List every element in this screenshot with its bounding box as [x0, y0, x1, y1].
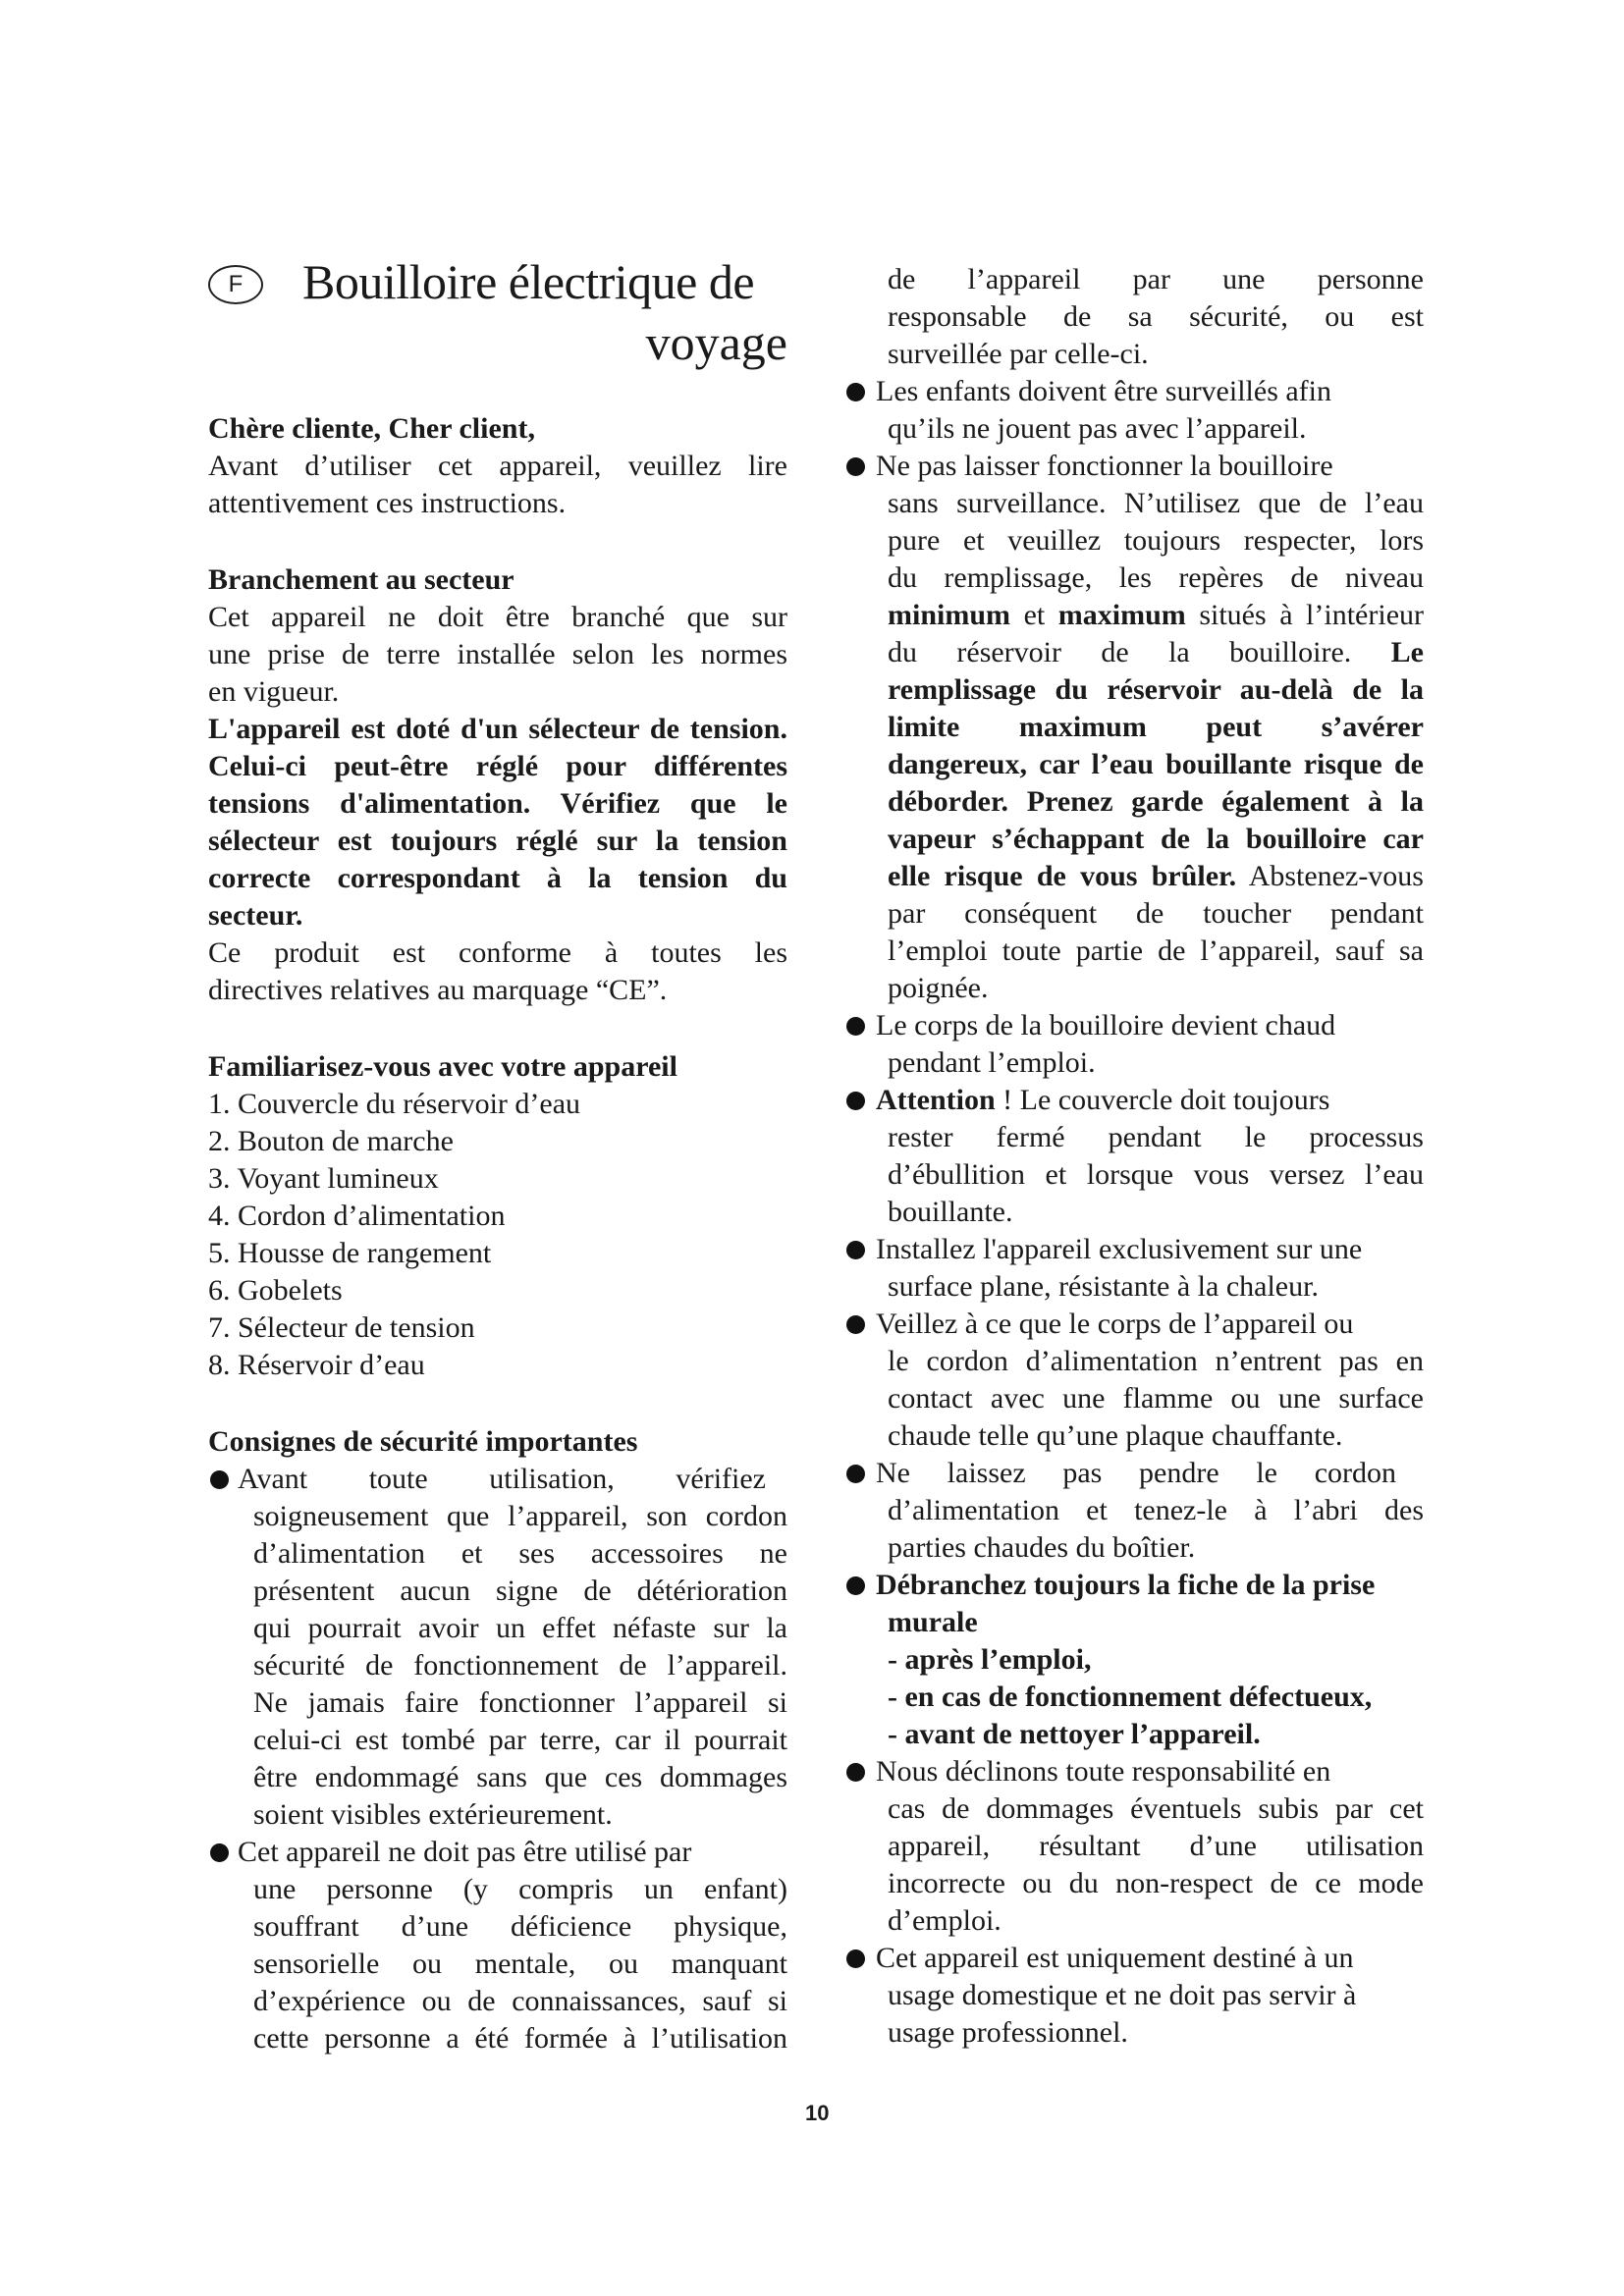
- bold-line: sélecteur est toujours réglé sur la tension: [208, 825, 787, 857]
- safety-line: Cet appareil ne doit pas être utilisé par: [238, 1836, 692, 1868]
- bullet-icon: [846, 1241, 865, 1259]
- page-title: [208, 253, 787, 391]
- safety-line: limite maximum peut s’avérer: [888, 711, 1424, 743]
- safety-line: chaude telle qu’une plaque chauffante.: [888, 1419, 1343, 1452]
- safety-line: d’emploi.: [888, 1904, 1001, 1937]
- safety-line: [888, 858, 1424, 894]
- bullet-icon: [846, 1465, 865, 1483]
- safety-line: Installez l'appareil exclusivement sur une: [876, 1233, 1363, 1265]
- safety-line: - en cas de fonctionnement défectueux,: [888, 1681, 1373, 1713]
- safety-line: - après l’emploi,: [888, 1643, 1092, 1676]
- safety-line: d’alimentation et tenez-le à l’abri des: [888, 1494, 1424, 1526]
- text-line: Cet appareil ne doit être branché que sur: [208, 601, 787, 633]
- safety-line: par conséquent de toucher pendant: [888, 897, 1424, 930]
- safety-line: murale: [888, 1606, 978, 1638]
- safety-line: bouillante.: [888, 1196, 1013, 1228]
- safety-line: responsable de sa sécurité, ou est: [888, 300, 1424, 333]
- safety-line: Nous déclinons toute responsabilité en: [876, 1755, 1331, 1788]
- safety-line: Le corps de la bouilloire devient chaud: [876, 1009, 1336, 1041]
- text-line: directives relatives au marquage “CE”.: [208, 974, 668, 1006]
- safety-line: appareil, résultant d’une utilisation: [888, 1830, 1424, 1862]
- safety-line: Ne jamais faire fonctionner l’appareil si: [253, 1686, 787, 1719]
- safety-line: incorrecte ou du non-respect de ce mode: [888, 1867, 1424, 1899]
- emphasis: Attention: [876, 1084, 996, 1116]
- safety-line: l’emploi toute partie de l’appareil, sauf sa: [888, 934, 1424, 967]
- bullet-icon: [846, 457, 865, 476]
- safety-line: [888, 597, 1424, 633]
- safety-line: Cet appareil est uniquement destiné à un: [876, 1942, 1354, 1974]
- salutation: Chère cliente, Cher client,: [208, 412, 535, 445]
- safety-line: une personne (y compris un enfant): [253, 1873, 787, 1905]
- safety-line: remplissage du réservoir au-delà de la: [888, 673, 1424, 706]
- bullet-icon: [846, 1315, 865, 1334]
- bold-line: L'appareil est doté d'un sélecteur de tension.: [208, 713, 787, 745]
- safety-line: rester fermé pendant le processus: [888, 1121, 1424, 1153]
- intro-line: Avant d’utiliser cet appareil, veuillez lire: [208, 450, 787, 482]
- safety-line: sans surveillance. N’utilisez que de l’eau: [888, 487, 1424, 519]
- bullet-icon: [210, 1843, 229, 1862]
- list-item: 6. Gobelets: [208, 1274, 343, 1307]
- bold-line: tensions d'alimentation. Vérifiez que le: [208, 787, 787, 820]
- safety-line: pendant l’emploi.: [888, 1046, 1096, 1079]
- bullet-icon: [846, 1092, 865, 1110]
- safety-line: cette personne a été formée à l’utilisation: [253, 2022, 787, 2055]
- safety-line: surface plane, résistante à la chaleur.: [888, 1270, 1319, 1303]
- safety-line: dangereux, car l’eau bouillante risque de: [888, 748, 1424, 780]
- safety-line: [888, 634, 1424, 670]
- bullet-icon: [846, 1763, 865, 1782]
- safety-line: souffrant d’une déficience physique,: [253, 1910, 787, 1943]
- safety-line: Les enfants doivent être surveillés afin: [876, 375, 1332, 407]
- text: Abstenez-vous: [1236, 860, 1424, 892]
- safety-line: celui-ci est tombé par terre, car il pourrait: [253, 1724, 787, 1756]
- title-line-2: voyage: [645, 315, 787, 370]
- text: situés à l’intérieur: [1185, 599, 1424, 631]
- safety-line: être endommagé sans que ces dommages: [253, 1761, 787, 1793]
- safety-line: parties chaudes du boîtier.: [888, 1531, 1196, 1564]
- text-line: en vigueur.: [208, 675, 340, 708]
- bold-line: Celui-ci peut-être réglé pour différentes: [208, 750, 787, 782]
- safety-line: poignée.: [888, 972, 989, 1004]
- safety-line: d’alimentation et ses accessoires ne: [253, 1537, 787, 1570]
- safety-line: sensorielle ou mentale, ou manquant: [253, 1948, 787, 1980]
- safety-line: surveillée par celle-ci.: [888, 338, 1149, 370]
- emphasis: maximum: [1057, 599, 1186, 631]
- safety-line: Ne laissez pas pendre le cordon: [876, 1457, 1396, 1489]
- safety-line: de l’appareil par une personne: [888, 263, 1424, 295]
- title-line-1: Bouilloire électrique de: [302, 254, 755, 309]
- language-badge: F: [208, 265, 263, 304]
- list-item: 4. Cordon d’alimentation: [208, 1200, 506, 1232]
- safety-line: du remplissage, les repères de niveau: [888, 561, 1424, 594]
- section-heading-mains: Branchement au secteur: [208, 563, 514, 596]
- section-heading-safety: Consignes de sécurité importantes: [208, 1425, 638, 1458]
- safety-line: usage professionnel.: [888, 2016, 1128, 2049]
- safety-line: soient visibles extérieurement.: [253, 1798, 613, 1831]
- text: ! Le couvercle doit toujours: [995, 1084, 1330, 1116]
- safety-line: cas de dommages éventuels subis par cet: [888, 1792, 1424, 1825]
- safety-line: qui pourrait avoir un effet néfaste sur la: [253, 1612, 787, 1644]
- safety-line: contact avec une flamme ou une surface: [888, 1382, 1424, 1415]
- bullet-icon: [846, 1017, 865, 1036]
- safety-line: pure et veuillez toujours respecter, lors: [888, 524, 1424, 557]
- list-item: 8. Réservoir d’eau: [208, 1349, 425, 1381]
- list-item: 5. Housse de rangement: [208, 1237, 492, 1269]
- intro-line: attentivement ces instructions.: [208, 487, 567, 519]
- emphasis: elle risque de vous brûler.: [888, 860, 1237, 892]
- list-item: 7. Sélecteur de tension: [208, 1311, 475, 1344]
- bullet-icon: [846, 1576, 865, 1595]
- safety-line: [876, 1082, 1329, 1118]
- text: et: [1010, 599, 1058, 631]
- safety-line: Veillez à ce que le corps de l’appareil ou: [876, 1308, 1354, 1340]
- safety-line: le cordon d’alimentation n’entrent pas en: [888, 1345, 1424, 1377]
- safety-line: déborder. Prenez garde également à la: [888, 785, 1424, 818]
- safety-line: qu’ils ne jouent pas avec l’appareil.: [888, 412, 1307, 445]
- text-line: une prise de terre installée selon les normes: [208, 638, 787, 670]
- safety-line: d’expérience ou de connaissances, sauf si: [253, 1985, 787, 2017]
- list-item: 3. Voyant lumineux: [208, 1162, 439, 1195]
- text-line: Ce produit est conforme à toutes les: [208, 936, 787, 969]
- safety-line: soigneusement que l’appareil, son cordon: [253, 1500, 787, 1532]
- emphasis: Le: [1390, 636, 1424, 668]
- safety-line: sécurité de fonctionnement de l’appareil.: [253, 1649, 787, 1682]
- bullet-icon: [210, 1470, 229, 1489]
- list-item: 2. Bouton de marche: [208, 1125, 454, 1157]
- safety-line: d’ébullition et lorsque vous versez l’eau: [888, 1158, 1424, 1191]
- emphasis: minimum: [888, 599, 1011, 631]
- bold-line: correcte correspondant à la tension du: [208, 862, 787, 894]
- bullet-icon: [846, 1949, 865, 1968]
- list-item: 1. Couvercle du réservoir d’eau: [208, 1088, 581, 1120]
- safety-line: présentent aucun signe de détérioration: [253, 1575, 787, 1607]
- safety-line: - avant de nettoyer l’appareil.: [888, 1718, 1261, 1750]
- safety-line: Débranchez toujours la fiche de la prise: [876, 1569, 1376, 1601]
- bullet-icon: [846, 383, 865, 401]
- bold-line: secteur.: [208, 899, 303, 932]
- safety-line: Ne pas laisser fonctionner la bouilloire: [876, 450, 1333, 482]
- text: du réservoir de la bouilloire.: [888, 636, 1391, 668]
- page-number: 10: [805, 2101, 830, 2125]
- safety-line: usage domestique et ne doit pas servir à: [888, 1979, 1357, 2011]
- safety-line: vapeur s’échappant de la bouilloire car: [888, 823, 1424, 855]
- safety-line: Avant toute utilisation, vérifiez: [238, 1463, 766, 1495]
- section-heading-familiarise: Familiarisez-vous avec votre appareil: [208, 1050, 677, 1083]
